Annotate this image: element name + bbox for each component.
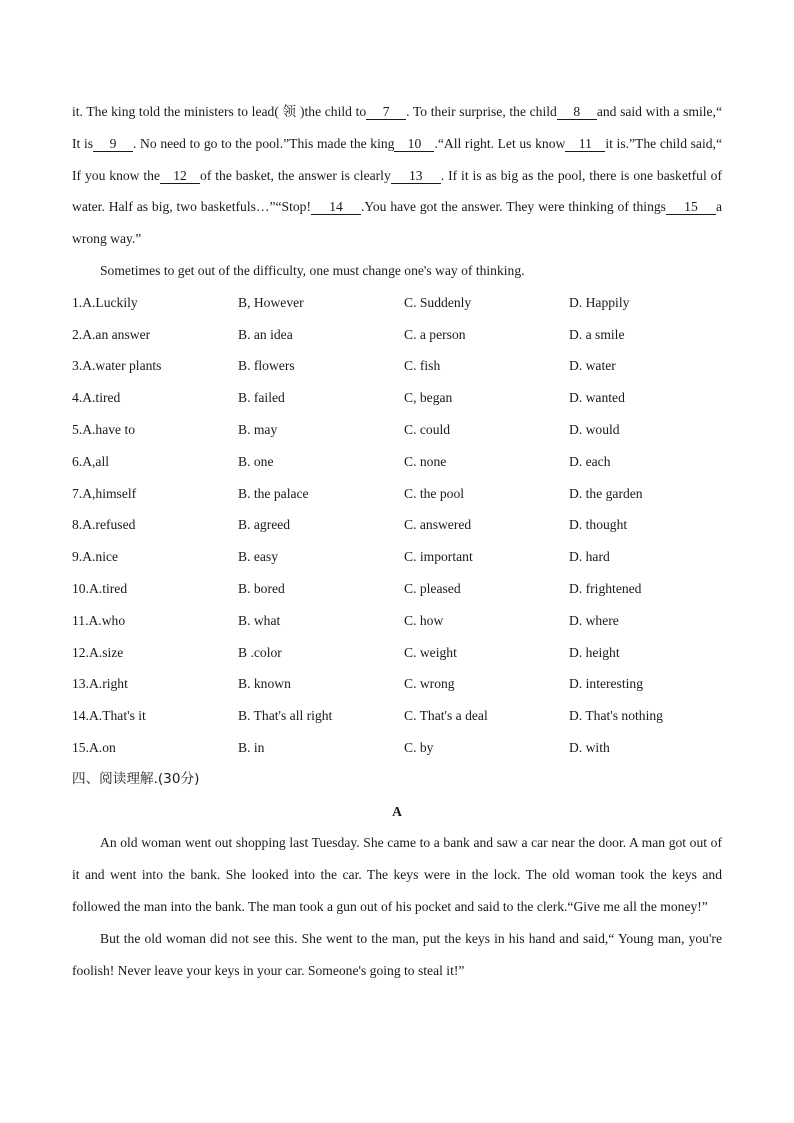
option-c: C. wrong: [404, 676, 455, 692]
cloze-text: and said with a smile,“ It is: [72, 104, 722, 151]
option-a: 15.A.on: [72, 739, 116, 755]
option-row: [72, 319, 722, 351]
option-d: D. wanted: [569, 390, 625, 406]
option-row: [72, 509, 722, 541]
option-row: [72, 700, 722, 732]
blank-11: 11: [565, 136, 605, 152]
option-d: D. height: [569, 644, 620, 660]
option-d: D. thought: [569, 517, 628, 533]
option-d: D. interesting: [569, 676, 643, 692]
option-a: 2.A.an answer: [72, 326, 151, 342]
option-a: 7.A,himself: [72, 485, 137, 501]
blank-9: 9: [93, 136, 133, 152]
blank-10: 10: [394, 136, 434, 152]
option-c: C. answered: [404, 517, 472, 533]
option-c: C. none: [404, 453, 447, 469]
option-b: B. may: [238, 421, 278, 437]
option-b: B .color: [238, 644, 282, 660]
document-page: [72, 96, 722, 986]
option-c: C. how: [404, 612, 444, 628]
cloze-paragraph: [72, 96, 722, 255]
cloze-conclusion: Sometimes to get out of the difficulty, one must change one's way of thinking.: [100, 262, 525, 278]
option-a: 1.A.Luckily: [72, 294, 138, 310]
option-a: 4.A.tired: [72, 390, 121, 406]
passage-paragraph-1: An old woman went out shopping last Tuesday. She came to a bank and saw a car near the door. A man got out of it and went into the bank. She looked into the car. The keys were in the lock. The old woman took the keys and followed the man into the bank. The man took a gun out of his pocket and said to the clerk.“Give me all the money!”: [72, 835, 722, 914]
option-row: [72, 573, 722, 605]
option-c: C. pleased: [404, 580, 461, 596]
option-d: D. with: [569, 739, 610, 755]
blank-13: 13: [391, 168, 441, 184]
section-heading: 四、阅读理解.(30分): [72, 770, 200, 787]
option-d: D. Happily: [569, 294, 630, 310]
option-b: B. an idea: [238, 326, 293, 342]
blank-8: 8: [557, 104, 597, 120]
cloze-text: a wrong way.”: [72, 199, 722, 247]
option-row: [72, 287, 722, 319]
option-row: [72, 382, 722, 414]
passage-paragraph-2: But the old woman did not see this. She went to the man, put the keys in his hand and said,“ Young man, you're foolish! Never leave your keys in your car. Someone's going to steal it!”: [72, 930, 722, 978]
blank-15: 15: [666, 199, 716, 215]
blank-7: 7: [366, 104, 406, 120]
option-row: [72, 414, 722, 446]
cloze-text: . If it is as big as the pool, there is one basketful of water. Half as big, two basketfuls…”“Stop!: [72, 167, 722, 215]
option-b: B, However: [238, 294, 304, 310]
option-b: B. one: [238, 453, 274, 469]
cloze-text: .“All right. Let us know: [434, 135, 566, 151]
option-row: [72, 541, 722, 573]
option-b: B. the palace: [238, 485, 309, 501]
option-c: C. the pool: [404, 485, 465, 501]
option-b: B. in: [238, 739, 265, 755]
blank-12: 12: [160, 168, 200, 184]
option-c: C. by: [404, 739, 434, 755]
option-d: D. water: [569, 358, 616, 374]
option-row: [72, 446, 722, 478]
option-a: 14.A.That's it: [72, 708, 146, 724]
option-a: 3.A.water plants: [72, 358, 162, 374]
option-c: C. Suddenly: [404, 294, 472, 310]
cloze-text: . No need to go to the pool.”This made the king: [133, 135, 395, 151]
option-c: C, began: [404, 390, 453, 406]
blank-14: 14: [311, 199, 361, 215]
option-d: D. frightened: [569, 580, 642, 596]
option-c: C. weight: [404, 644, 457, 660]
option-c: C. important: [404, 549, 473, 565]
option-a: 5.A.have to: [72, 421, 136, 437]
option-b: B. agreed: [238, 517, 291, 533]
option-b: B. flowers: [238, 358, 295, 374]
cloze-text: . To their surprise, the child: [406, 104, 557, 119]
option-c: C. That's a deal: [404, 708, 488, 724]
option-b: B. known: [238, 676, 291, 692]
option-d: D. a smile: [569, 326, 625, 342]
option-c: C. fish: [404, 358, 441, 374]
option-d: D. That's nothing: [569, 708, 663, 724]
option-b: B. what: [238, 612, 281, 628]
option-row: [72, 637, 722, 669]
option-b: B. bored: [238, 580, 285, 596]
option-a: 10.A.tired: [72, 580, 128, 596]
option-d: D. hard: [569, 549, 610, 565]
option-row: [72, 732, 722, 764]
option-a: 11.A.who: [72, 612, 126, 628]
option-row: [72, 668, 722, 700]
option-b: B. easy: [238, 549, 279, 565]
option-d: D. each: [569, 453, 611, 469]
option-c: C. could: [404, 421, 451, 437]
option-a: 12.A.size: [72, 644, 124, 660]
cloze-text: it. The king told the ministers to lead( 领 )the child to: [72, 104, 367, 119]
option-b: B. failed: [238, 390, 285, 406]
passage-title: A: [392, 803, 402, 819]
option-b: B. That's all right: [238, 708, 333, 724]
answer-options: [72, 287, 722, 764]
option-a: 6.A,all: [72, 453, 109, 469]
option-d: D. would: [569, 421, 620, 437]
cloze-text: .You have got the answer. They were thinking of things: [361, 199, 666, 215]
option-c: C. a person: [404, 326, 466, 342]
option-a: 8.A.refused: [72, 517, 136, 533]
option-row: [72, 350, 722, 382]
option-d: D. the garden: [569, 485, 643, 501]
option-a: 9.A.nice: [72, 549, 119, 565]
option-row: [72, 478, 722, 510]
option-row: [72, 605, 722, 637]
cloze-text: of the basket, the answer is clearly: [200, 167, 391, 183]
cloze-text: it is.”The child said,“ If you know the: [72, 135, 722, 183]
option-d: D. where: [569, 612, 619, 628]
option-a: 13.A.right: [72, 676, 128, 692]
